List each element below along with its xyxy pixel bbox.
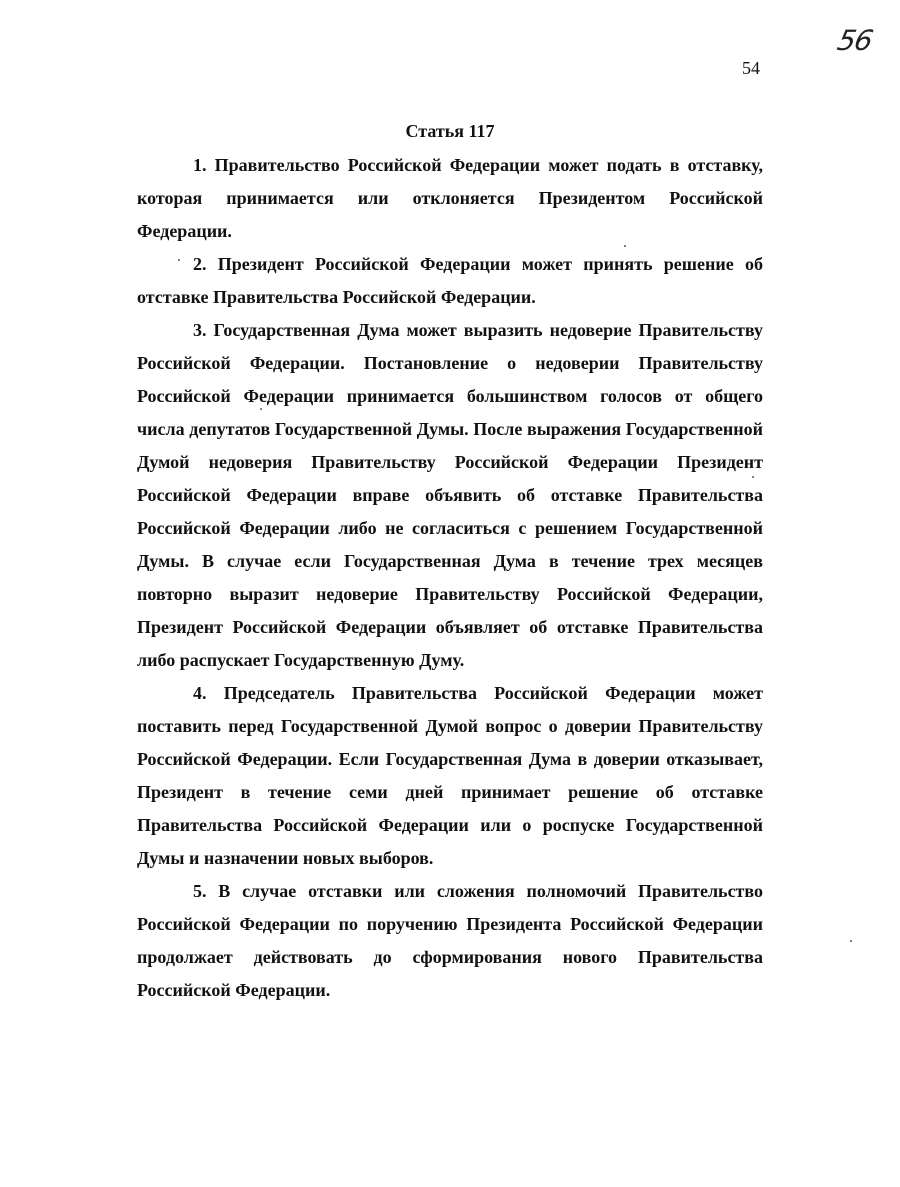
handwritten-page-number: 56 — [834, 24, 876, 57]
article-heading: Статья 117 — [405, 121, 495, 141]
scan-speck — [178, 259, 180, 261]
paragraph-1: 1. Правительство Российской Федерации может подать в отставку, которая принимается или отклоняется Президентом Российской Федерации. — [137, 155, 763, 241]
page-number: 54 — [742, 58, 760, 78]
article-body — [137, 149, 763, 1007]
paragraph-5: 5. В случае отставки или сложения полномочий Правительство Российской Федерации по поручению Президента Российской Федерации продолжает действовать до сформирования нового Правительства Российской Федерации. — [137, 881, 763, 1000]
scan-speck — [624, 245, 626, 247]
scan-speck — [752, 476, 754, 478]
scan-speck — [850, 940, 852, 942]
paragraph-2: 2. Президент Российской Федерации может принять решение об отставке Правительства Российской Федерации. — [137, 254, 763, 307]
paragraph-3: 3. Государственная Дума может выразить недоверие Правительству Российской Федерации. Постановление о недоверии Правительству Российской Федерации принимается большинством голосов от общего числа депутатов Государственной Думы. После выражения Государственной Думой недоверия Правительству Российской Федерации Президент Российской Федерации вправе объявить об отставке Правительства Российской Федерации либо не согласиться с решением Государственной Думы. В случае если Государственная Дума в течение трех месяцев повторно выразит недоверие Правительству Российской Федерации, Президент Российской Федерации объявляет об отставке Правительства либо распускает Государственную Думу. — [137, 320, 763, 670]
scan-speck — [260, 408, 262, 410]
paragraph-4: 4. Председатель Правительства Российской Федерации может поставить перед Государственной Думой вопрос о доверии Правительству Российской Федерации. Если Государственная Дума в доверии отказывает, Президент в течение семи дней принимает решение об отставке Правительства Российской Федерации или о роспуске Государственной Думы и назначении новых выборов. — [137, 683, 763, 868]
